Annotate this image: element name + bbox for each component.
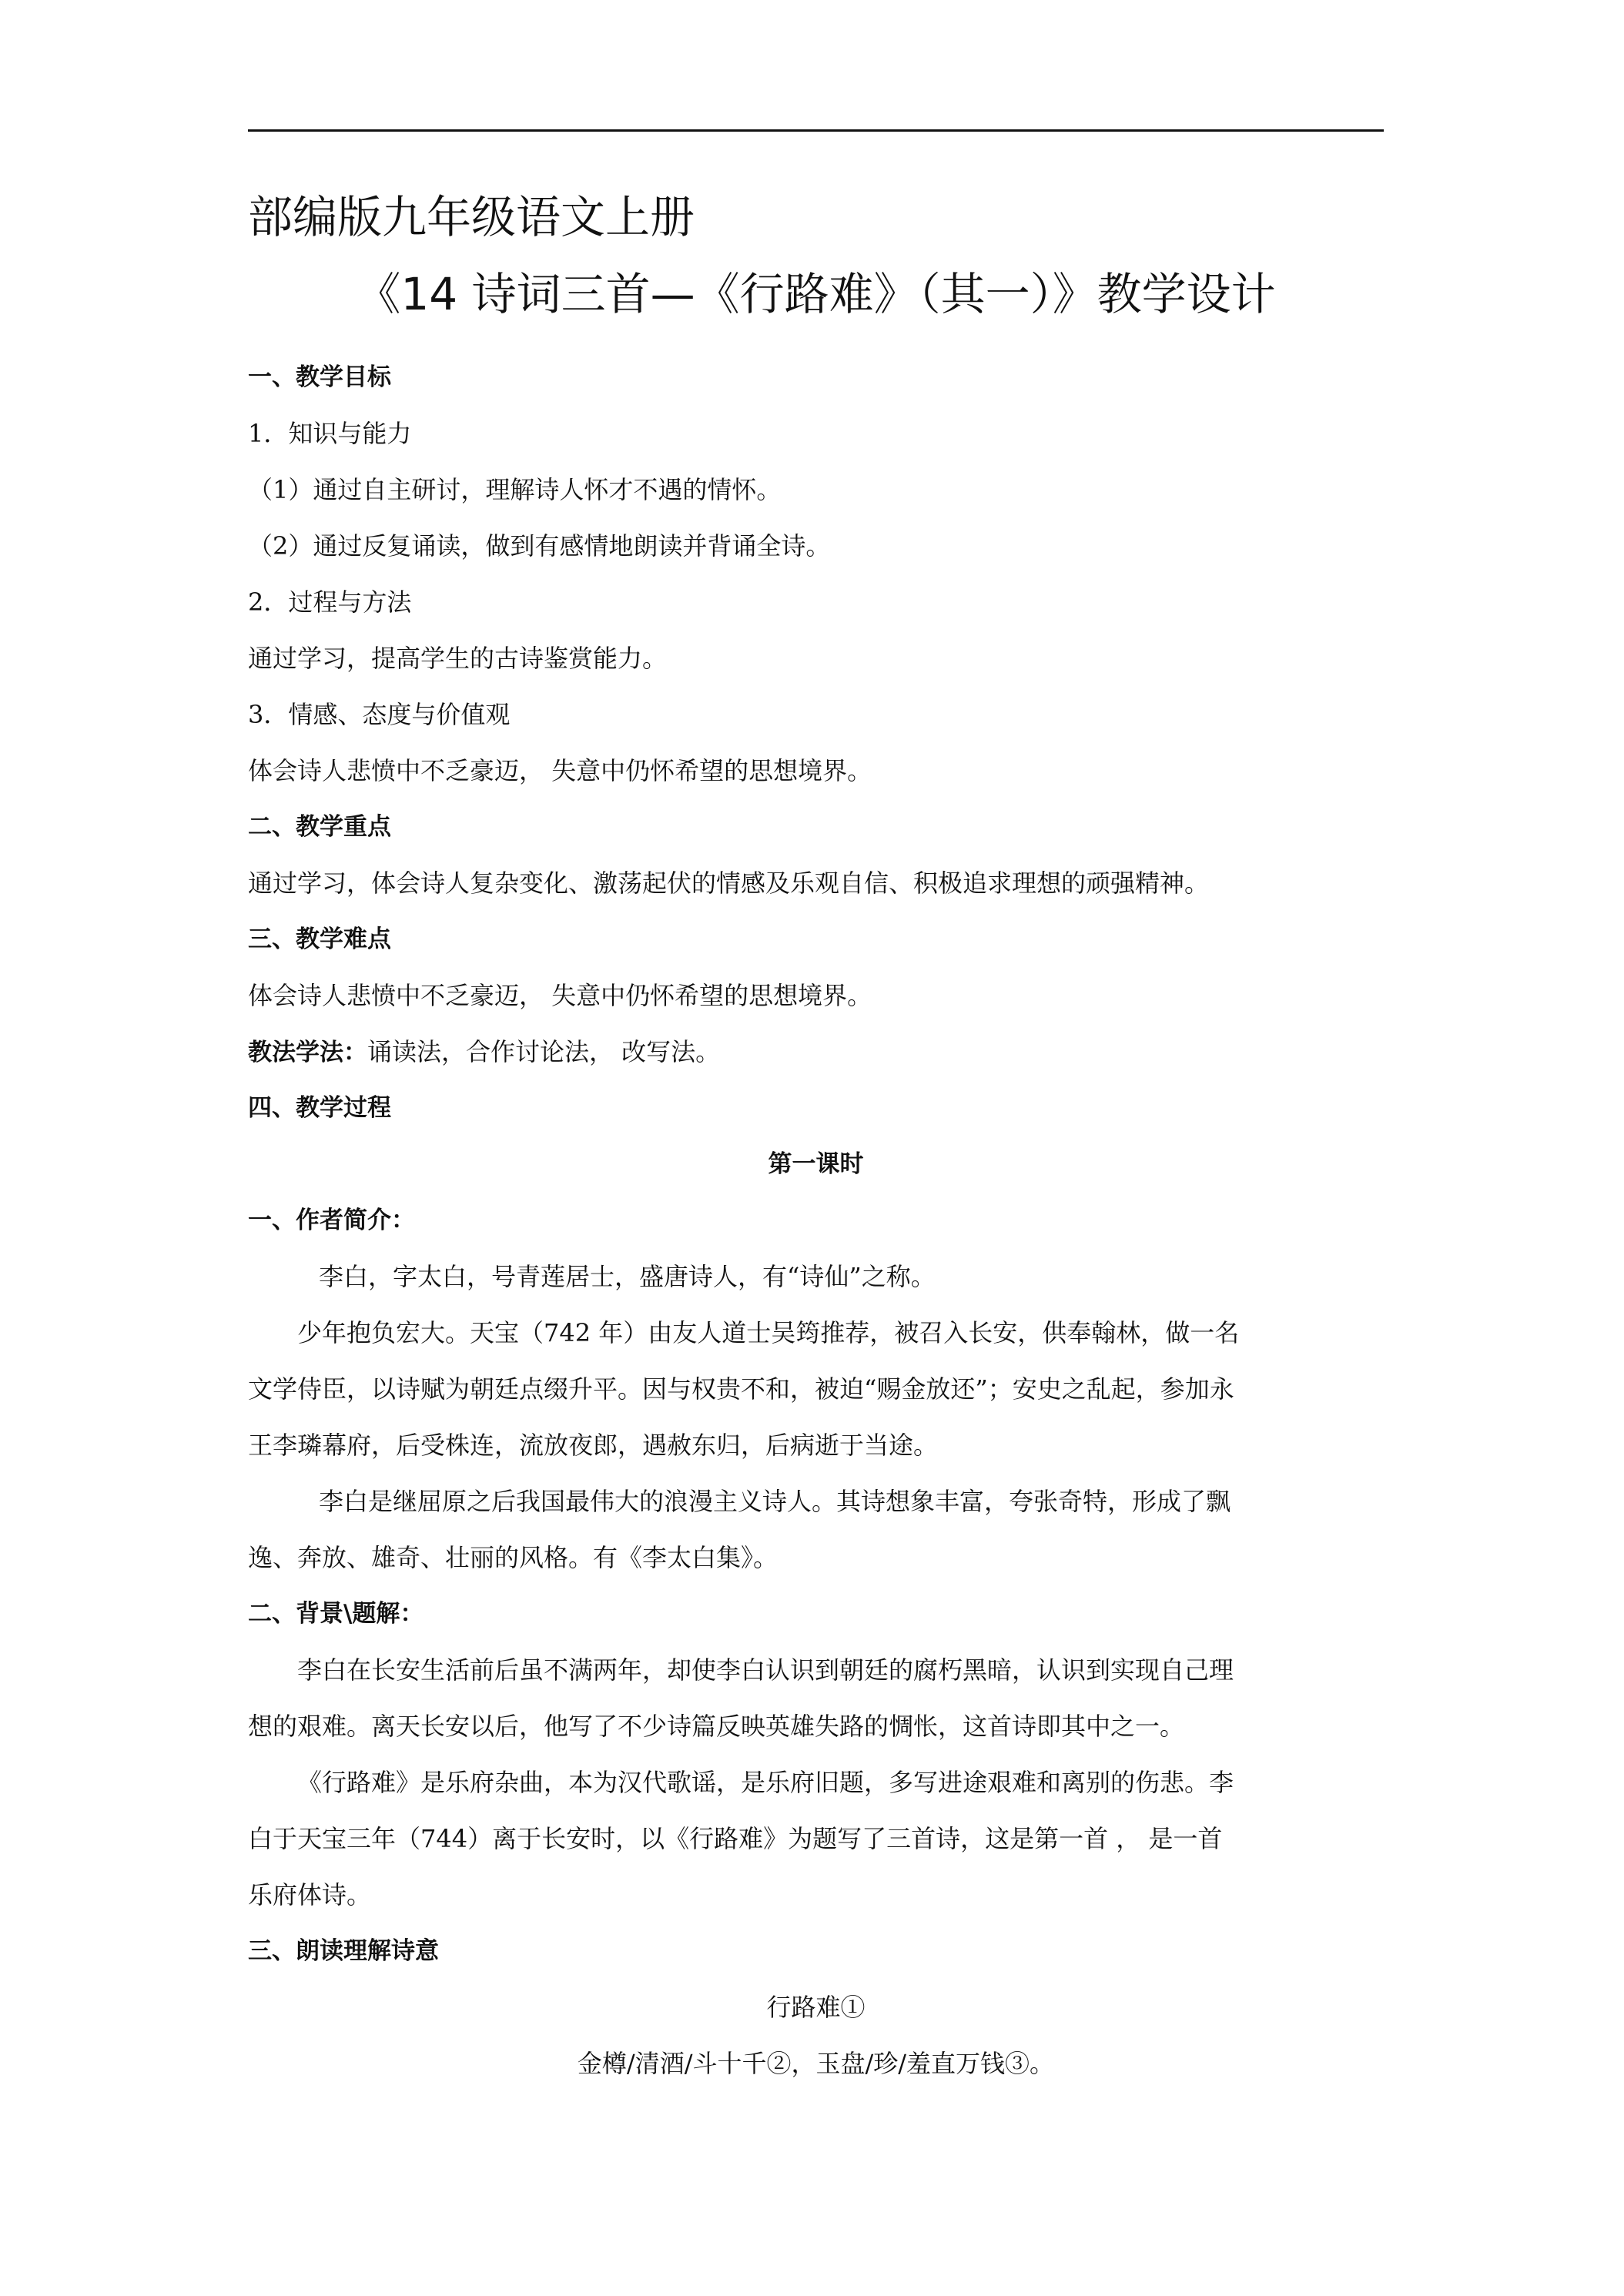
reading-heading: 三、朗读理解诗意 <box>248 1937 439 1965</box>
poem-line-1: 金樽/清酒/斗十千②，玉盘/珍/羞直万钱③。 <box>577 2049 1055 2078</box>
subheading-process: 2．过程与方法 <box>248 587 412 617</box>
author-para-2-line3: 王李璘幕府，后受株连，流放夜郎，遇赦东归，后病逝于当途。 <box>248 1431 939 1460</box>
author-para-3-line1: 李白是继屈原之后我国最伟大的浪漫主义诗人。其诗想象丰富，夸张奇特，形成了飘 <box>319 1487 1231 1516</box>
author-para-2-line1: 少年抱负宏大。天宝（742 年）由友人道士吴筠推荐，被召入长安，供奉翰林，做一名 <box>297 1318 1240 1347</box>
difficulties-text: 体会诗人悲愤中不乏豪迈， 失意中仍怀希望的思想境界。 <box>248 981 872 1010</box>
keypoints-text: 通过学习，体会诗人复杂变化、激荡起伏的情感及乐观自信、积极追求理想的顽强精神。 <box>248 869 1210 898</box>
process-text: 通过学习，提高学生的古诗鉴赏能力。 <box>248 644 668 673</box>
author-para-2-line2: 文学侍臣，以诗赋为朝廷点缀升平。因与权贵不和，被迫“赐金放还”；安史之乱起，参加永 <box>248 1374 1234 1404</box>
background-para-2-line1: 《行路难》是乐府杂曲，本为汉代歌谣，是乐府旧题，多写进途艰难和离别的伤悲。李 <box>297 1768 1234 1797</box>
objective-item-1: （1）通过自主研讨，理解诗人怀才不遇的情怀。 <box>248 475 782 504</box>
doc-title-line2: 《14 诗词三首—《行路难》（其一）》教学设计 <box>356 268 1276 320</box>
background-para-2-line2: 白于天宝三年（744）离于长安时，以《行路难》为题写了三首诗，这是第一首 ， 是一首 <box>248 1824 1223 1853</box>
doc-title-line1: 部编版九年级语文上册 <box>248 191 695 243</box>
section-heading-difficulties: 三、教学难点 <box>248 925 391 953</box>
author-para-3-line2: 逸、奔放、雄奇、壮丽的风格。有《李太白集》。 <box>248 1543 779 1572</box>
author-para-1: 李白，字太白，号青莲居士，盛唐诗人，有“诗仙”之称。 <box>319 1262 936 1291</box>
subheading-knowledge: 1．知识与能力 <box>248 419 412 448</box>
poem-title: 行路难① <box>766 1993 866 2022</box>
background-para-2-line3: 乐府体诗。 <box>248 1880 372 1909</box>
section-heading-process: 四、教学过程 <box>248 1094 391 1122</box>
document-body <box>248 186 1384 2092</box>
objective-item-2: （2）通过反复诵读，做到有感情地朗读并背诵全诗。 <box>248 531 831 561</box>
author-heading: 一、作者简介： <box>248 1207 415 1234</box>
background-para-1-line1: 李白在长安生活前后虽不满两年，却使李白认识到朝廷的腐朽黑暗，认识到实现自己理 <box>297 1655 1234 1685</box>
method-label: 教法学法： <box>248 1039 367 1066</box>
subheading-emotion: 3．情感、态度与价值观 <box>248 700 511 729</box>
emotion-text: 体会诗人悲愤中不乏豪迈， 失意中仍怀希望的思想境界。 <box>248 756 872 785</box>
background-para-1-line2: 想的艰难。离天长安以后，他写了不少诗篇反映英雄失路的惆怅，这首诗即其中之一。 <box>248 1712 1185 1741</box>
method-text: 诵读法，合作讨论法， 改写法。 <box>367 1037 721 1066</box>
lesson-heading: 第一课时 <box>768 1150 864 1178</box>
background-heading: 二、背景\题解： <box>248 1600 424 1628</box>
section-heading-objectives: 一、教学目标 <box>248 363 391 391</box>
header-rule <box>248 129 1384 132</box>
section-heading-keypoints: 二、教学重点 <box>248 813 391 841</box>
teaching-method <box>248 1024 1384 1080</box>
